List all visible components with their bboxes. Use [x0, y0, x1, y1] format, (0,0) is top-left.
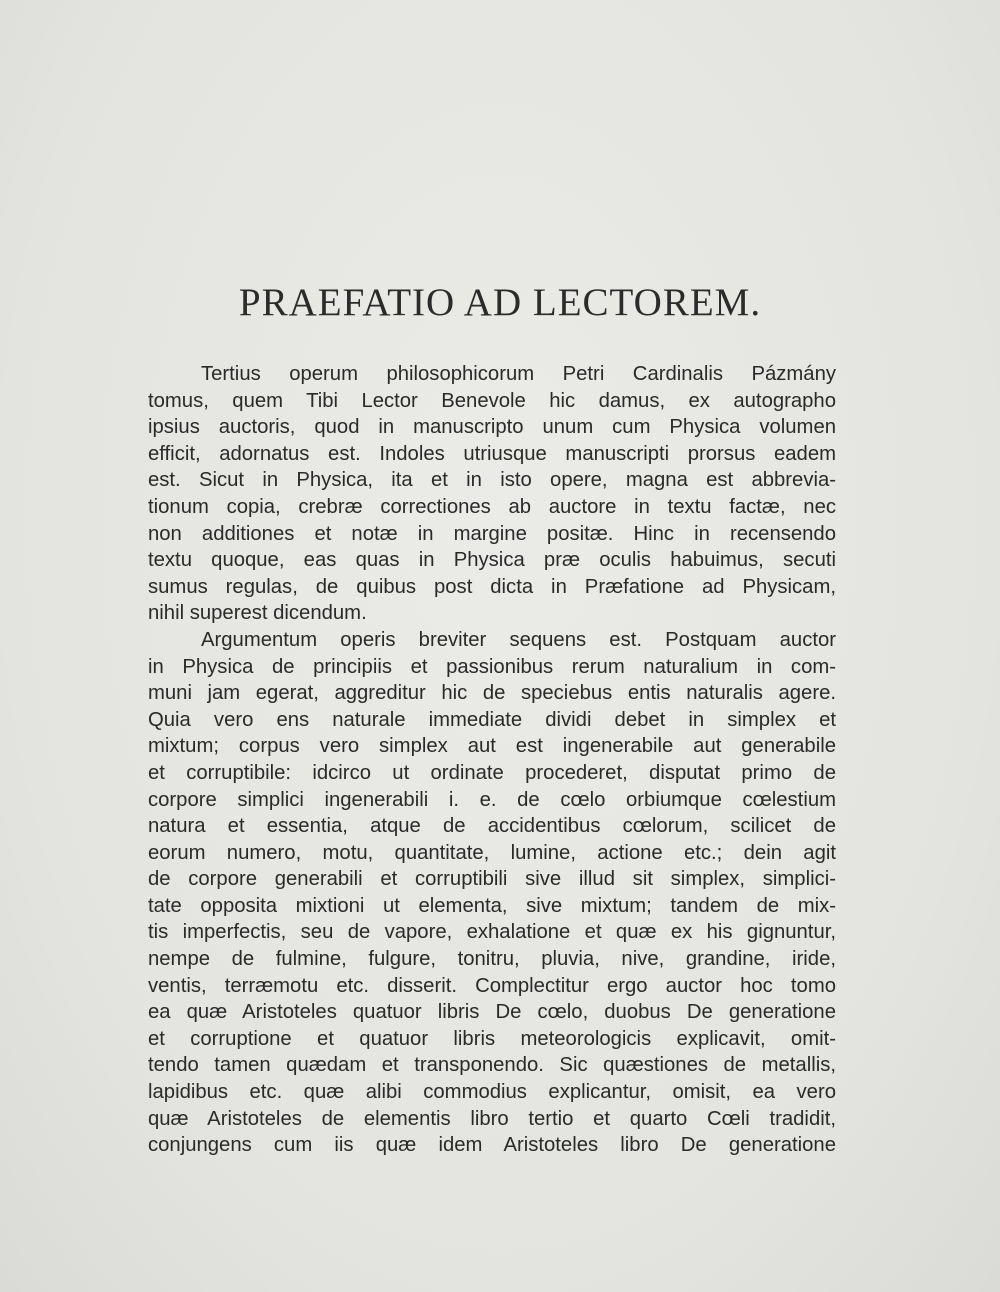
text-line: sumus regulas, de quibus post dicta in Præfatione ad Physicam, [148, 575, 836, 598]
text-line: et corruptione et quatuor libris meteorologicis explicavit, omit- [148, 1027, 836, 1050]
text-line: textu quoque, eas quas in Physica præ oculis habuimus, secuti [148, 549, 836, 572]
text-line: in Physica de principiis et passionibus rerum naturalium in com- [148, 655, 836, 678]
text-line: efficit, adornatus est. Indoles utriusque manuscripti prorsus eadem [148, 442, 836, 465]
text-line: tomus, quem Tibi Lector Benevole hic damus, ex autographo [148, 389, 836, 412]
text-line: ea quæ Aristoteles quatuor libris De cœlo, duobus De generatione [148, 1001, 836, 1024]
text-line: muni jam egerat, aggreditur hic de speciebus entis naturalis agere. [148, 682, 836, 705]
paragraph-1 [148, 361, 836, 627]
text-line: nempe de fulmine, fulgure, tonitru, pluvia, nive, grandine, iride, [148, 948, 836, 971]
text-line: Quia vero ens naturale immediate dividi debet in simplex et [148, 708, 836, 731]
text-line: lapidibus etc. quæ alibi commodius explicantur, omisit, ea vero [148, 1081, 836, 1104]
text-line: tate opposita mixtioni ut elementa, sive mixtum; tandem de mix- [148, 894, 836, 917]
text-line: et corruptibile: idcirco ut ordinate procederet, disputat primo de [148, 761, 836, 784]
text-line: natura et essentia, atque de accidentibus cœlorum, scilicet de [148, 815, 836, 838]
text-line: quæ Aristoteles de elementis libro tertio et quarto Cœli tradidit, [148, 1107, 836, 1130]
body-text [148, 361, 836, 1159]
text-line: nihil superest dicendum. [148, 602, 367, 625]
text-line: de corpore generabili et corruptibili sive illud sit simplex, simplici- [148, 868, 836, 891]
text-line: tis imperfectis, seu de vapore, exhalatione et quæ ex his gignuntur, [148, 921, 836, 944]
text-line: non additiones et notæ in margine positæ. Hinc in recensendo [148, 522, 836, 545]
text-line: mixtum; corpus vero simplex aut est ingenerabile aut generabile [148, 735, 836, 758]
text-line: Argumentum operis breviter sequens est. Postquam auctor [201, 628, 836, 651]
text-line: eorum numero, motu, quantitate, lumine, actione etc.; dein agit [148, 841, 836, 864]
text-line: Tertius operum philosophicorum Petri Cardinalis Pázmány [201, 363, 836, 385]
text-line: ipsius auctoris, quod in manuscripto unum cum Physica volumen [148, 416, 836, 439]
text-line: tionum copia, crebræ correctiones ab auctore in textu factæ, nec [148, 495, 836, 518]
page-title: PRAEFATIO AD LECTOREM. [238, 281, 762, 324]
text-line: conjungens cum iis quæ idem Aristoteles libro De generatione [148, 1134, 836, 1157]
text-line: tendo tamen quædam et transponendo. Sic quæstiones de metallis, [148, 1054, 836, 1077]
paragraph-2 [148, 627, 836, 1159]
text-line: corpore simplici ingenerabili i. e. de cœlo orbiumque cœlestium [148, 788, 836, 811]
text-line: est. Sicut in Physica, ita et in isto opere, magna est abbrevia- [148, 469, 836, 492]
text-line: ventis, terræmotu etc. disserit. Complectitur ergo auctor hoc tomo [148, 974, 836, 997]
